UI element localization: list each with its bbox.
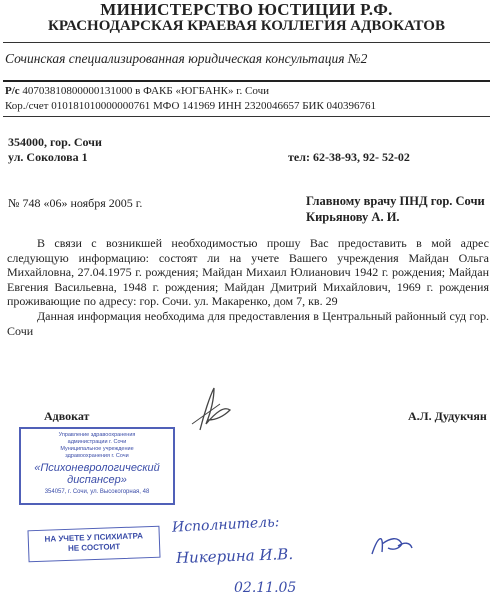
- signature-name: А.Л. Дудукчян: [408, 409, 487, 423]
- stamp-main: «Психоневрологический диспансер»: [34, 462, 160, 486]
- signature-mark-icon: [180, 384, 240, 434]
- stamp-line-1: Управление здравоохранения: [58, 432, 136, 438]
- stamp-line-4: здравоохранения г. Сочи: [65, 453, 129, 459]
- bank-corr-line: Кор./счет 010181010000000761 МФО 141969 ИНН 2320046657 БИК 040396761: [5, 100, 377, 112]
- letter-number: № 748 «06» ноября 2005 г.: [8, 196, 143, 210]
- handwritten-signature-icon: [368, 528, 416, 562]
- ministry-title: МИНИСТЕРСТВО ЮСТИЦИИ Р.Ф.: [100, 0, 393, 19]
- consultation-name: Сочинская специализированная юридическая консультация №2: [5, 51, 368, 66]
- handwritten-executor-label: Исполнитель:: [171, 514, 280, 536]
- stamp-line-2: администрации г. Сочи: [67, 439, 127, 445]
- recipient-name: Кирьянову А. И.: [306, 210, 400, 224]
- body-paragraph-purpose: Данная информация необходима для предоставления в Центральный районный суд гор. Сочи: [7, 308, 489, 338]
- bank-top-divider: [3, 80, 490, 82]
- recipient-title: Главному врачу ПНД гор. Сочи: [306, 194, 485, 208]
- account-label: Р/с: [5, 85, 20, 97]
- header-divider: [3, 42, 490, 43]
- signature-role: Адвокат: [44, 409, 90, 423]
- address-phone: тел: 62-38-93, 92- 52-02: [288, 150, 410, 164]
- collegium-title: КРАСНОДАРСКАЯ КРАЕВАЯ КОЛЛЕГИЯ АДВОКАТОВ: [48, 18, 445, 34]
- bank-bottom-divider: [3, 116, 490, 117]
- address-street: ул. Соколова 1: [8, 150, 88, 164]
- registry-stamp: [27, 526, 160, 563]
- body-paragraph-request: В связи с возникшей необходимостью прошу Вас предоставить в мой адрес следующую информацию: состоят ли на учете Вашего учреждения Майдан Ольга Михайловна, 27.04.1975 г. рождения; Майдан Михаил Юлианович 1942 г. рождения; Майдан Евгения Васильевна, 1948 г. рождения; Майдан Дмитрий Михайлович, 1969 г. рождения проживающие по адресу: гор. Сочи. ул. Макаренко, дом 7, кв. 29: [7, 236, 489, 309]
- registry-stamp-line-1: НА УЧЕТЕ У ПСИХИАТРА: [44, 531, 144, 544]
- address-city: 354000, гор. Сочи: [8, 135, 102, 149]
- handwritten-date: 02.11.05: [234, 580, 297, 596]
- handwritten-executor-name: Никерина И.В.: [175, 544, 294, 568]
- dispensary-stamp: [19, 427, 175, 505]
- stamp-address: 354057, г. Сочи, ул. Высокогорная, 48: [44, 489, 150, 495]
- registry-stamp-line-2: НЕ СОСТОИТ: [67, 542, 121, 553]
- stamp-line-3: Муниципальное учреждение: [60, 446, 134, 452]
- letter-body: [7, 236, 489, 338]
- bank-account-line: [5, 84, 269, 98]
- account-value: 40703810800000131000 в ФАКБ «ЮГБАНК» г. Сочи: [19, 85, 270, 97]
